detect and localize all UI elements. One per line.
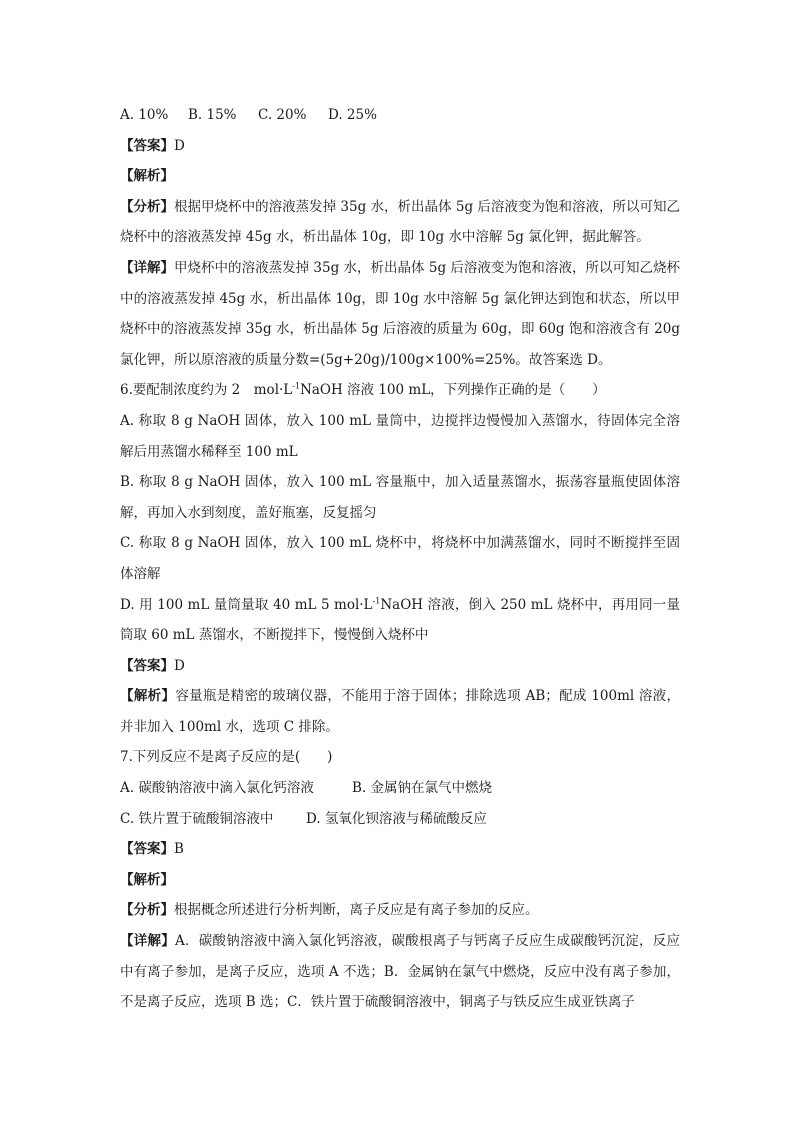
q7-fenxi xyxy=(120,895,680,926)
answer-label: 【答案】 xyxy=(120,841,174,858)
q5-xiangjie xyxy=(120,253,680,375)
q6-option-d-part1: D. 用 100 mL 量筒量取 40 mL 5 mol·L xyxy=(120,596,373,613)
q5-options xyxy=(120,100,680,131)
answer-value: D xyxy=(174,657,185,674)
q7-xiangjie xyxy=(120,926,680,1018)
q6-answer xyxy=(120,651,680,682)
xiangjie-label: 【详解】 xyxy=(120,259,175,276)
answer-value: B xyxy=(174,841,184,858)
q5-option-d: D. 25% xyxy=(328,107,377,123)
q6-stem-superscript: -1 xyxy=(292,381,301,391)
q6-jiexi xyxy=(120,681,680,742)
q6-option-b: B. 称取 8 g NaOH 固体，放入 100 mL 容量瓶中，加入适量蒸馏水，振荡容量瓶使固体溶解，再加入水到刻度，盖好瓶塞，反复摇匀 xyxy=(120,474,680,521)
q7-option-d: D. 氢氧化钡溶液与稀硫酸反应 xyxy=(306,810,487,827)
xiangjie-label: 【详解】 xyxy=(120,933,176,950)
fenxi-text: 根据概念所述进行分析判断，离子反应是有离子参加的反应。 xyxy=(174,902,539,919)
fenxi-label: 【分析】 xyxy=(120,198,175,215)
q7-answer xyxy=(120,834,680,865)
analysis-heading: 【解析】 xyxy=(120,871,174,888)
jiexi-text: 容量瓶是精密的玻璃仪器，不能用于溶于固体；排除选项 AB；配成 100ml 溶液，并非加入 100ml 水，选项 C 排除。 xyxy=(120,688,680,735)
q5-option-b: B. 15% xyxy=(188,107,237,123)
q5-answer xyxy=(120,131,680,162)
fenxi-label: 【分析】 xyxy=(120,902,174,919)
q7-analysis-heading xyxy=(120,865,680,896)
answer-label: 【答案】 xyxy=(120,657,174,674)
q5-fenxi xyxy=(120,192,680,253)
xiangjie-text: A．碳酸钠溶液中滴入氯化钙溶液，碳酸根离子与钙离子反应生成碳酸钙沉淀，反应中有离子参加，是离子反应，选项 A 不选；B．金属钠在氯气中燃烧，反应中没有离子参加，不是离子反应，选项 B 选；C．铁片置于硫酸铜溶液中，铜离子与铁反应生成亚铁离子 xyxy=(120,933,681,1011)
fenxi-text: 根据甲烧杯中的溶液蒸发掉 35g 水，析出晶体 5g 后溶液变为饱和溶液，所以可知乙烧杯中的溶液蒸发掉 45g 水，析出晶体 10g，即 10g 水中溶解 5g 氯化钾，据此解答。 xyxy=(120,198,680,246)
q7-option-b: B. 金属钠在氯气中燃烧 xyxy=(352,780,493,797)
q5-option-a: A. 10% xyxy=(120,107,169,123)
q7-option-a: A. 碳酸钠溶液中滴入氯化钙溶液 xyxy=(120,780,314,797)
q5-option-c: C. 20% xyxy=(258,107,307,123)
q6-option-d xyxy=(120,590,680,651)
answer-value: D xyxy=(174,137,185,154)
jiexi-label: 【解析】 xyxy=(120,688,176,705)
q7-option-c: C. 铁片置于硫酸铜溶液中 xyxy=(120,810,274,827)
q7-stem: 7.下列反应不是离子反应的是( ) xyxy=(120,749,333,766)
q6-option-d-superscript: -1 xyxy=(372,596,381,605)
q6-option-d-part2: NaOH 溶液，倒入 250 mL 烧杯中，再用同一量筒取 60 mL 蒸馏水，不断搅拌下，慢慢倒入烧杯中 xyxy=(120,596,680,644)
q6-stem-part2: NaOH 溶液 100 mL，下列操作正确的是（ ） xyxy=(300,382,606,399)
q5-analysis-heading xyxy=(120,161,680,192)
q7-options-row2 xyxy=(120,804,680,835)
q6-stem xyxy=(120,375,680,406)
document-page xyxy=(120,100,680,1018)
answer-label: 【答案】 xyxy=(120,137,174,154)
q6-stem-part1: 6.要配制浓度约为 2 mol·L xyxy=(120,382,293,399)
q7-options-row1 xyxy=(120,773,680,804)
xiangjie-text: 甲烧杯中的溶液蒸发掉 35g 水，析出晶体 5g 后溶液变为饱和溶液，所以可知乙烧杯中的溶液蒸发掉 45g 水，析出晶体 10g，即 10g 水中溶解 5g 氯化钾达到饱和状态，所以甲烧杯中的溶液蒸发掉 35g 水，析出晶体 5g 后溶液的质量为 60g，即 60g 饱和溶液含有 20g 氯化钾，所以原溶液的质量分数=(5g+20g)/100g×100%=25%。故答案选 D。 xyxy=(120,259,680,368)
q6-option-c: C. 称取 8 g NaOH 固体，放入 100 mL 烧杯中，将烧杯中加满蒸馏水，同时不断搅拌至固体溶解 xyxy=(120,535,680,582)
q6-option-a: A. 称取 8 g NaOH 固体，放入 100 mL 量筒中，边搅拌边慢慢加入蒸馏水，待固体完全溶解后用蒸馏水稀释至 100 mL xyxy=(120,412,680,460)
analysis-heading: 【解析】 xyxy=(120,168,174,185)
